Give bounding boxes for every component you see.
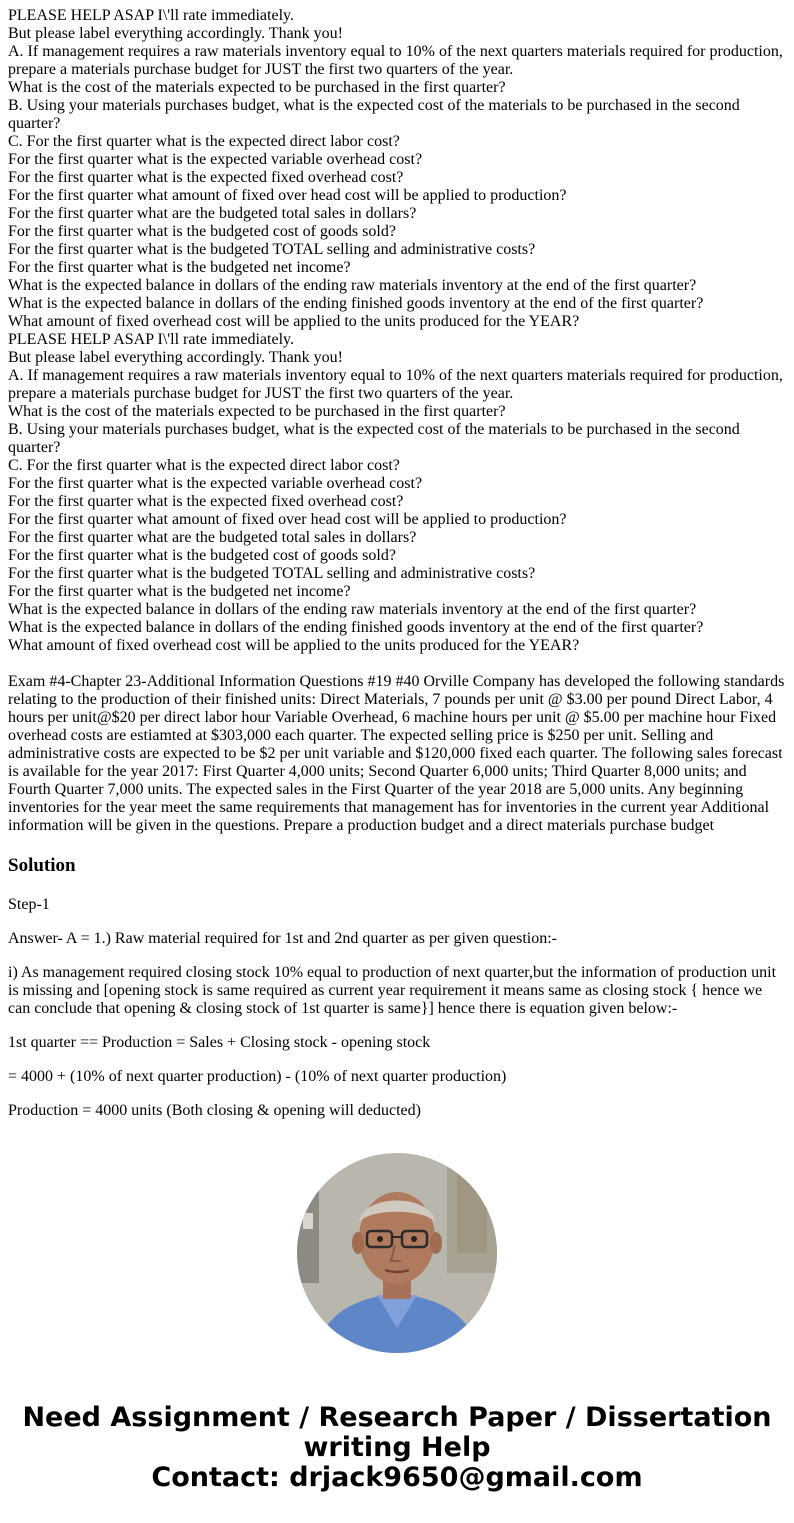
promo-headline: Need Assignment / Research Paper / Dissertation writing Help — [22, 1402, 772, 1463]
question-line: For the first quarter what is the expected fixed overhead cost? — [8, 493, 404, 510]
document-body — [8, 7, 788, 1120]
question-line: For the first quarter what amount of fixed over head cost will be applied to production? — [8, 187, 567, 204]
question-line: For the first quarter what is the budgeted net income? — [8, 583, 351, 600]
promo-banner — [0, 1403, 794, 1493]
question-line: What is the expected balance in dollars of the ending raw materials inventory at the end of the first quarter? — [8, 277, 697, 294]
solution-explanation: i) As management required closing stock 10% equal to production of next quarter,but the information of production unit is missing and [opening stock is same required as current year requirement it means same as closing stock { hence we can conclude that opening & closing stock of 1st quarter is same}] hence there is equation given below:- — [8, 964, 777, 1017]
question-line: What is the expected balance in dollars of the ending raw materials inventory at the end of the first quarter? — [8, 601, 697, 618]
question-line: For the first quarter what amount of fixed over head cost will be applied to production? — [8, 511, 567, 528]
question-line: A. If management requires a raw materials inventory equal to 10% of the next quarters materials required for production, prepare a materials purchase budget for JUST the first two quarters of the year. — [8, 43, 783, 78]
question-line: What amount of fixed overhead cost will be applied to the units produced for the YEAR? — [8, 313, 580, 330]
blank-line — [8, 655, 788, 673]
solution-answer-intro: Answer- A = 1.) Raw material required for 1st and 2nd quarter as per given question:- — [8, 930, 557, 947]
question-line: But please label everything accordingly. Thank you! — [8, 349, 344, 366]
question-line: But please label everything accordingly. Thank you! — [8, 25, 344, 42]
solution-equation: 1st quarter == Production = Sales + Closing stock - opening stock — [8, 1034, 431, 1051]
question-line: For the first quarter what is the budgeted TOTAL selling and administrative costs? — [8, 565, 536, 582]
question-block-1 — [8, 7, 788, 331]
author-portrait-image — [297, 1153, 497, 1353]
question-line: For the first quarter what are the budgeted total sales in dollars? — [8, 529, 417, 546]
question-line: C. For the first quarter what is the expected direct labor cost? — [8, 133, 400, 150]
promo-contact: Contact: drjack9650@gmail.com — [151, 1462, 643, 1493]
question-line: C. For the first quarter what is the expected direct labor cost? — [8, 457, 400, 474]
solution-step-label: Step-1 — [8, 896, 50, 913]
solution-equation: Production = 4000 units (Both closing & opening will deducted) — [8, 1102, 421, 1119]
question-line: For the first quarter what is the expected variable overhead cost? — [8, 151, 423, 168]
question-line: A. If management requires a raw materials inventory equal to 10% of the next quarters materials required for production, prepare a materials purchase budget for JUST the first two quarters of the year. — [8, 367, 783, 402]
exam-problem-paragraph: Exam #4-Chapter 23-Additional Information Questions #19 #40 Orville Company has developed the following standards relating to the production of their finished units: Direct Materials, 7 pounds per unit @ $3.00 per pound Direct Labor, 4 hours per unit@$20 per direct labor hour Variable Overhead, 6 machine hours per unit @ $5.00 per machine hour Fixed overhead costs are estiamted at $303,000 each quarter. The expected selling price is $250 per unit. Selling and administrative costs are expected to be $2 per unit variable and $120,000 fixed each quarter. The following sales forecast is available for the year 2017: First Quarter 4,000 units; Second Quarter 6,000 units; Third Quarter 8,000 units; and Fourth Quarter 7,000 units. The expected sales in the First Quarter of the year 2018 are 5,000 units. Any beginning inventories for the year meet the same requirements that management has for inventories in the current year Additional information will be given in the questions. Prepare a production budget and a direct materials purchase budget — [8, 673, 785, 834]
question-line: For the first quarter what is the budgeted TOTAL selling and administrative costs? — [8, 241, 536, 258]
question-line: For the first quarter what is the expected variable overhead cost? — [8, 475, 423, 492]
question-line: What is the expected balance in dollars of the ending finished goods inventory at the end of the first quarter? — [8, 619, 704, 636]
question-line: B. Using your materials purchases budget, what is the expected cost of the materials to be purchased in the second quarter? — [8, 421, 740, 456]
question-line: For the first quarter what are the budgeted total sales in dollars? — [8, 205, 417, 222]
author-avatar — [297, 1153, 497, 1353]
question-line: PLEASE HELP ASAP I\'ll rate immediately. — [8, 331, 294, 348]
question-line: What amount of fixed overhead cost will be applied to the units produced for the YEAR? — [8, 637, 580, 654]
question-line: What is the cost of the materials expected to be purchased in the first quarter? — [8, 79, 506, 96]
question-line: PLEASE HELP ASAP I\'ll rate immediately. — [8, 7, 294, 24]
question-line: What is the expected balance in dollars of the ending finished goods inventory at the end of the first quarter? — [8, 295, 704, 312]
question-line: For the first quarter what is the budgeted cost of goods sold? — [8, 223, 396, 240]
question-block-2 — [8, 331, 788, 655]
question-line: What is the cost of the materials expected to be purchased in the first quarter? — [8, 403, 506, 420]
question-line: For the first quarter what is the budgeted net income? — [8, 259, 351, 276]
question-line: B. Using your materials purchases budget, what is the expected cost of the materials to be purchased in the second quarter? — [8, 97, 740, 132]
solution-heading: Solution — [8, 855, 76, 876]
question-line: For the first quarter what is the expected fixed overhead cost? — [8, 169, 404, 186]
solution-equation: = 4000 + (10% of next quarter production) - (10% of next quarter production) — [8, 1068, 507, 1085]
question-line: For the first quarter what is the budgeted cost of goods sold? — [8, 547, 396, 564]
